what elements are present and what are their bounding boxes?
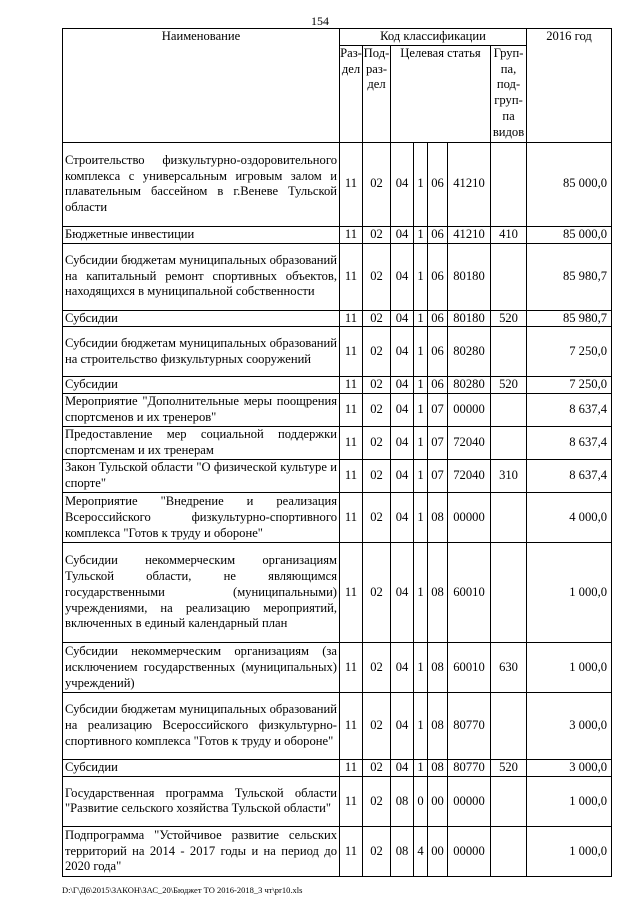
row-amount: 1 000,0: [527, 643, 612, 693]
row-target-program: 04: [391, 310, 414, 327]
row-target-subprogram: 0: [414, 776, 428, 826]
row-target-program: 04: [391, 643, 414, 693]
row-name: Субсидии бюджетам муниципальных образований на строительство физкультурных сооружений: [63, 327, 340, 377]
table-header: [63, 29, 612, 143]
table-row: [63, 327, 612, 377]
table-row: [63, 427, 612, 460]
row-razdel: 11: [340, 776, 363, 826]
table-row: [63, 142, 612, 226]
row-amount: 4 000,0: [527, 493, 612, 543]
row-target-subprogram: 1: [414, 327, 428, 377]
row-target-direction: 60010: [448, 543, 491, 643]
row-target-direction: 00000: [448, 493, 491, 543]
row-expense-type: [491, 427, 527, 460]
row-target-direction: 80180: [448, 243, 491, 310]
row-target-program: 04: [391, 394, 414, 427]
row-target-direction: 80770: [448, 693, 491, 760]
row-podrazdel: 02: [363, 543, 391, 643]
row-razdel: 11: [340, 643, 363, 693]
row-target-direction: 00000: [448, 394, 491, 427]
row-target-event: 00: [428, 776, 448, 826]
row-expense-type: 410: [491, 226, 527, 243]
row-target-event: 07: [428, 427, 448, 460]
row-expense-type: [491, 543, 527, 643]
row-name: Субсидии: [63, 310, 340, 327]
row-razdel: 11: [340, 226, 363, 243]
table-row: [63, 826, 612, 876]
row-expense-type: 520: [491, 310, 527, 327]
row-target-program: 04: [391, 493, 414, 543]
row-target-event: 06: [428, 243, 448, 310]
page-number: 154: [311, 14, 329, 28]
row-target-program: 04: [391, 427, 414, 460]
row-amount: 1 000,0: [527, 776, 612, 826]
row-target-direction: 60010: [448, 643, 491, 693]
table-row: [63, 377, 612, 394]
row-name: Бюджетные инвестиции: [63, 226, 340, 243]
row-target-direction: 41210: [448, 142, 491, 226]
row-razdel: 11: [340, 377, 363, 394]
row-amount: 1 000,0: [527, 826, 612, 876]
row-amount: 85 000,0: [527, 226, 612, 243]
row-target-subprogram: 1: [414, 142, 428, 226]
row-target-direction: 72040: [448, 427, 491, 460]
table-row: [63, 693, 612, 760]
row-podrazdel: 02: [363, 693, 391, 760]
row-name: Субсидии: [63, 760, 340, 777]
row-target-event: 06: [428, 142, 448, 226]
row-podrazdel: 02: [363, 377, 391, 394]
row-expense-type: [491, 776, 527, 826]
row-razdel: 11: [340, 394, 363, 427]
row-target-subprogram: 1: [414, 493, 428, 543]
row-podrazdel: 02: [363, 394, 391, 427]
table-row: [63, 243, 612, 310]
row-podrazdel: 02: [363, 243, 391, 310]
row-target-program: 04: [391, 142, 414, 226]
row-target-event: 08: [428, 693, 448, 760]
row-expense-type: 520: [491, 377, 527, 394]
row-name: Государственная программа Тульской области "Развитие сельского хозяйства Тульской области": [63, 776, 340, 826]
row-target-event: 08: [428, 643, 448, 693]
row-name: Мероприятие "Внедрение и реализация Всероссийского физкультурно-спортивного комплекса "Готов к труду и обороне": [63, 493, 340, 543]
file-path-footer: D:\Г\Д6\2015\ЗАКОН\ЗАС_20\Бюджет ТО 2016-2018_3 чт\pr10.xls: [62, 885, 303, 895]
row-target-direction: 00000: [448, 776, 491, 826]
header-year: 2016 год: [527, 29, 612, 143]
row-podrazdel: 02: [363, 310, 391, 327]
row-target-program: 04: [391, 243, 414, 310]
row-target-program: 04: [391, 543, 414, 643]
row-target-subprogram: 1: [414, 460, 428, 493]
row-expense-type: 310: [491, 460, 527, 493]
row-podrazdel: 02: [363, 460, 391, 493]
row-target-event: 08: [428, 760, 448, 777]
row-expense-type: [491, 327, 527, 377]
row-amount: 7 250,0: [527, 377, 612, 394]
row-target-subprogram: 1: [414, 377, 428, 394]
row-amount: 8 637,4: [527, 427, 612, 460]
row-razdel: 11: [340, 460, 363, 493]
row-target-event: 08: [428, 493, 448, 543]
table-row: [63, 394, 612, 427]
row-name: Субсидии некоммерческим организациям Тульской области, не являющимся государственными (муниципальными) учреждениями, на реализацию мероприятий, включенных в единый календарный план: [63, 543, 340, 643]
row-target-program: 04: [391, 460, 414, 493]
row-name: Предоставление мер социальной поддержки спортсменам и их тренерам: [63, 427, 340, 460]
row-target-program: 04: [391, 377, 414, 394]
row-target-subprogram: 1: [414, 310, 428, 327]
row-razdel: 11: [340, 543, 363, 643]
row-target-direction: 72040: [448, 460, 491, 493]
table-row: [63, 310, 612, 327]
row-expense-type: [491, 394, 527, 427]
table-row: [63, 776, 612, 826]
row-expense-type: [491, 243, 527, 310]
row-name: Субсидии бюджетам муниципальных образований на реализацию Всероссийского физкультурно-спортивного комплекса "Готов к труду и обороне": [63, 693, 340, 760]
table-row: [63, 460, 612, 493]
row-target-event: 06: [428, 226, 448, 243]
row-name: Субсидии: [63, 377, 340, 394]
row-name: Подпрограмма "Устойчивое развитие сельских территорий на 2014 - 2017 годы и на период до 2020 года": [63, 826, 340, 876]
row-target-program: 04: [391, 327, 414, 377]
header-code-group: Код классификации: [340, 29, 527, 46]
row-name: Субсидии бюджетам муниципальных образований на капитальный ремонт спортивных объектов, находящихся в муниципальной собственности: [63, 243, 340, 310]
row-amount: 85 980,7: [527, 243, 612, 310]
header-target: Целевая статья: [391, 45, 491, 142]
row-target-subprogram: 1: [414, 693, 428, 760]
table-row: [63, 493, 612, 543]
row-amount: 8 637,4: [527, 394, 612, 427]
row-target-direction: 80770: [448, 760, 491, 777]
table-body: [63, 142, 612, 876]
row-target-event: 06: [428, 327, 448, 377]
row-name: Строительство физкультурно-оздоровительного комплекса с универсальным игровым залом и плавательным бассейном в г.Веневе Тульской области: [63, 142, 340, 226]
row-podrazdel: 02: [363, 826, 391, 876]
row-amount: 3 000,0: [527, 693, 612, 760]
row-name: Мероприятие "Дополнительные меры поощрения спортсменов и их тренеров": [63, 394, 340, 427]
row-amount: 8 637,4: [527, 460, 612, 493]
header-group: Груп-па, под-груп-па видов: [491, 45, 527, 142]
row-target-event: 07: [428, 394, 448, 427]
row-amount: 85 980,7: [527, 310, 612, 327]
row-target-event: 06: [428, 377, 448, 394]
row-target-program: 04: [391, 693, 414, 760]
row-name: Субсидии некоммерческим организациям (за исключением государственных (муниципальных) учреждений): [63, 643, 340, 693]
row-target-subprogram: 1: [414, 394, 428, 427]
row-expense-type: [491, 493, 527, 543]
row-podrazdel: 02: [363, 427, 391, 460]
row-target-direction: 41210: [448, 226, 491, 243]
row-amount: 1 000,0: [527, 543, 612, 643]
row-expense-type: 520: [491, 760, 527, 777]
table-row: [63, 760, 612, 777]
table-row: [63, 543, 612, 643]
row-target-event: 06: [428, 310, 448, 327]
row-target-subprogram: 1: [414, 643, 428, 693]
row-target-subprogram: 1: [414, 243, 428, 310]
row-razdel: 11: [340, 693, 363, 760]
row-razdel: 11: [340, 327, 363, 377]
header-razdel: Раз-дел: [340, 45, 363, 142]
row-name: Закон Тульской области "О физической культуре и спорте": [63, 460, 340, 493]
row-expense-type: 630: [491, 643, 527, 693]
row-podrazdel: 02: [363, 142, 391, 226]
row-target-event: 08: [428, 543, 448, 643]
table-row: [63, 226, 612, 243]
row-expense-type: [491, 693, 527, 760]
row-razdel: 11: [340, 826, 363, 876]
row-razdel: 11: [340, 142, 363, 226]
row-razdel: 11: [340, 427, 363, 460]
row-target-program: 04: [391, 226, 414, 243]
row-razdel: 11: [340, 493, 363, 543]
row-podrazdel: 02: [363, 776, 391, 826]
row-podrazdel: 02: [363, 493, 391, 543]
row-razdel: 11: [340, 243, 363, 310]
row-target-subprogram: 1: [414, 543, 428, 643]
row-target-program: 08: [391, 826, 414, 876]
row-podrazdel: 02: [363, 226, 391, 243]
row-target-subprogram: 4: [414, 826, 428, 876]
row-target-direction: 80280: [448, 327, 491, 377]
row-target-direction: 00000: [448, 826, 491, 876]
row-expense-type: [491, 826, 527, 876]
budget-table: [62, 28, 612, 877]
row-razdel: 11: [340, 760, 363, 777]
table-row: [63, 643, 612, 693]
row-target-subprogram: 1: [414, 226, 428, 243]
row-target-event: 00: [428, 826, 448, 876]
header-podrazdel: Под-раз-дел: [363, 45, 391, 142]
row-target-subprogram: 1: [414, 427, 428, 460]
row-target-program: 08: [391, 776, 414, 826]
row-amount: 3 000,0: [527, 760, 612, 777]
header-name: Наименование: [63, 29, 340, 143]
row-target-direction: 80280: [448, 377, 491, 394]
row-podrazdel: 02: [363, 643, 391, 693]
row-razdel: 11: [340, 310, 363, 327]
row-podrazdel: 02: [363, 327, 391, 377]
row-expense-type: [491, 142, 527, 226]
row-target-subprogram: 1: [414, 760, 428, 777]
row-target-event: 07: [428, 460, 448, 493]
row-amount: 85 000,0: [527, 142, 612, 226]
row-podrazdel: 02: [363, 760, 391, 777]
row-target-program: 04: [391, 760, 414, 777]
row-amount: 7 250,0: [527, 327, 612, 377]
row-target-direction: 80180: [448, 310, 491, 327]
